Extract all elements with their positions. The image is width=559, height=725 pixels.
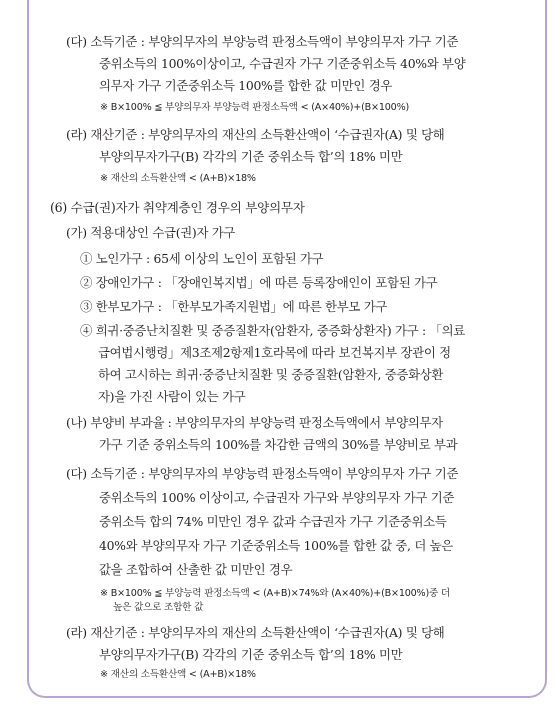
support-rate-line-2: 가구 기준 중위소득의 100%를 차감한 금액의 30%를 부양비로 부과	[99, 437, 458, 452]
vulnerable-income-note-line-1: ※ B×100% ≦ 부양능력 판정소득액 < (A+B)×74%와 (A×40%)+(B×100%)중 더	[100, 588, 450, 599]
vulnerable-income-line-3: 중위소득 합의 74% 미만인 경우 값과 수급권자 가구 기준중위소득	[99, 514, 447, 529]
target-households-heading: (가) 적용대상인 수급(권)자 가구	[66, 225, 236, 240]
frame-right-border	[545, 0, 547, 678]
vulnerable-income-line-5: 값을 조합하여 산출한 값 미만인 경우	[99, 562, 293, 577]
section-6-heading: (6) 수급(권)자가 취약계층인 경우의 부양의무자	[50, 200, 305, 215]
vulnerable-asset-note: ※ 재산의 소득환산액 < (A+B)×18%	[100, 669, 256, 680]
asset-criteria-note: ※ 재산의 소득환산액 < (A+B)×18%	[100, 173, 256, 184]
list-item-rare-disease-line-2: 급여법시행령」제3조제2항제1호라목에 따라 보건복지부 장관이 정	[98, 345, 451, 360]
vulnerable-asset-line-1: (라) 재산기준 : 부양의무자의 재산의 소득환산액이 ‘수급권자(A) 및 당해	[66, 625, 445, 640]
list-item-disabled: ② 장애인가구 : 「장애인복지법」에 따른 등록장애인이 포함된 가구	[80, 275, 438, 290]
asset-criteria-line-2: 부양의무자가구(B) 각각의 기준 중위소득 합’의 18% 미만	[99, 149, 403, 164]
income-criteria-line-2: 중위소득의 100%이상이고, 수급권자 가구 기준중위소득 40%와 부양	[99, 56, 466, 71]
vulnerable-income-note-line-2: 높은 값으로 조합한 값	[113, 602, 204, 613]
list-item-single-parent: ③ 한부모가구 : 「한부모가족지원법」에 따른 한부모 가구	[80, 299, 388, 314]
list-item-elderly: ① 노인가구 : 65세 이상의 노인이 포함된 가구	[80, 251, 324, 266]
list-item-rare-disease-line-3: 하여 고시하는 희귀·중증난치질환 및 중증질환(암환자, 중증화상환	[98, 367, 444, 382]
vulnerable-asset-line-2: 부양의무자가구(B) 각각의 기준 중위소득 합’의 18% 미만	[99, 647, 403, 662]
support-rate-line-1: (나) 부양비 부과율 : 부양의무자의 부양능력 판정소득액에서 부양의무자	[66, 415, 443, 430]
vulnerable-income-line-4: 40%와 부양의무자 가구 기준중위소득 100%를 합한 값 중, 더 높은	[99, 538, 453, 553]
income-criteria-line-3: 의무자 가구 기준중위소득 100%를 합한 값 미만인 경우	[99, 78, 393, 93]
list-item-rare-disease-line-4: 자)을 가진 사람이 있는 가구	[98, 389, 246, 404]
list-item-rare-disease-line-1: ④ 희귀·중증난치질환 및 중증질환자(암환자, 중증화상환자) 가구 : 「의료	[80, 323, 465, 338]
vulnerable-income-line-2: 중위소득의 100% 이상이고, 수급권자 가구와 부양의무자 가구 기준	[99, 490, 455, 505]
vulnerable-income-line-1: (다) 소득기준 : 부양의무자의 부양능력 판정소득액이 부양의무자 가구 기준	[66, 466, 459, 481]
income-criteria-line-1: (다) 소득기준 : 부양의무자의 부양능력 판정소득액이 부양의무자 가구 기준	[66, 34, 459, 49]
asset-criteria-line-1: (라) 재산기준 : 부양의무자의 재산의 소득환산액이 ‘수급권자(A) 및 당해	[66, 127, 445, 142]
frame-left-border	[27, 0, 29, 678]
income-criteria-note: ※ B×100% ≦ 부양의무자 부양능력 판정소득액 < (A×40%)+(B×100%)	[100, 102, 410, 113]
